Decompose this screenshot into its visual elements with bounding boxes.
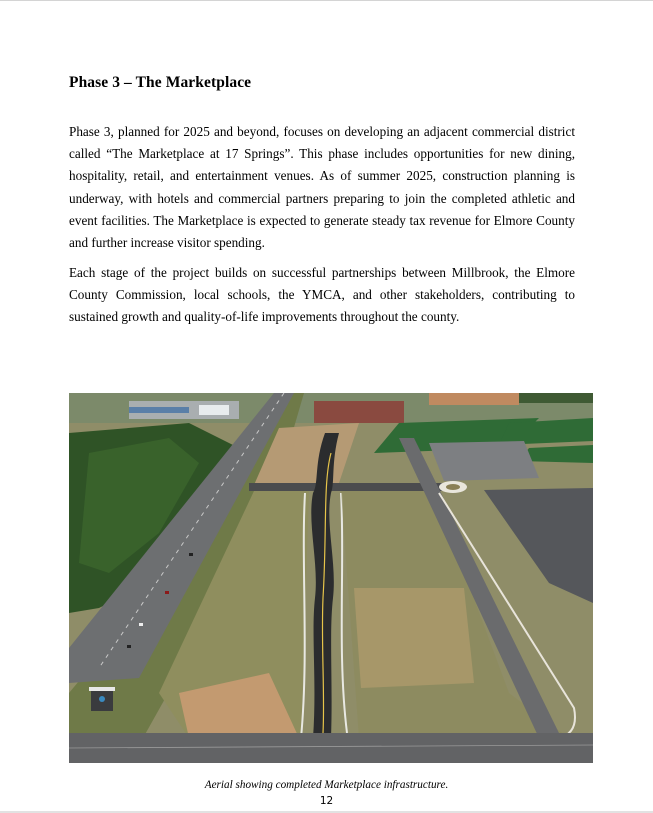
page-top-border: [0, 0, 653, 1]
car: [127, 645, 131, 648]
distant-building-white: [199, 405, 229, 415]
car: [189, 553, 193, 556]
distant-trees-right: [519, 393, 593, 403]
aerial-photo: [69, 393, 593, 763]
dirt-area: [429, 393, 519, 405]
main-road: [69, 733, 593, 763]
car: [139, 623, 143, 626]
parking-lot-upper: [429, 441, 539, 481]
car: [165, 591, 169, 594]
body-paragraph-2: Each stage of the project builds on successful partnerships between Millbrook, the Elmore County Commission, local schools, the YMCA, and other stakeholders, contributing to sustained growth and quality-of-life improvements throughout the county.: [69, 265, 575, 325]
entrance-sign-top: [89, 687, 115, 691]
figure-caption: Aerial showing completed Marketplace infrastructure.: [204, 779, 449, 791]
aerial-photo-illustration: [69, 393, 593, 763]
body-paragraph-1: Phase 3, planned for 2025 and beyond, focuses on developing an adjacent commercial district called “The Marketplace at 17 Springs”. This phase includes opportunities for new dining, hospitality, retail, and entertainment venues. As of summer 2025, construction planning is underway, with hotels and commercial partners preparing to join the completed athletic and event facilities. The Marketplace is expected to generate steady tax revenue for Elmore County and further increase visitor spending.: [69, 124, 575, 251]
cross-road: [249, 483, 449, 491]
tennis-courts: [314, 401, 404, 423]
section-heading: Phase 3 – The Marketplace: [69, 74, 252, 91]
roundabout-center: [446, 484, 460, 490]
distant-storage-units: [129, 407, 189, 413]
entrance-sign-logo: [99, 696, 105, 702]
page-number: 12: [319, 795, 334, 807]
